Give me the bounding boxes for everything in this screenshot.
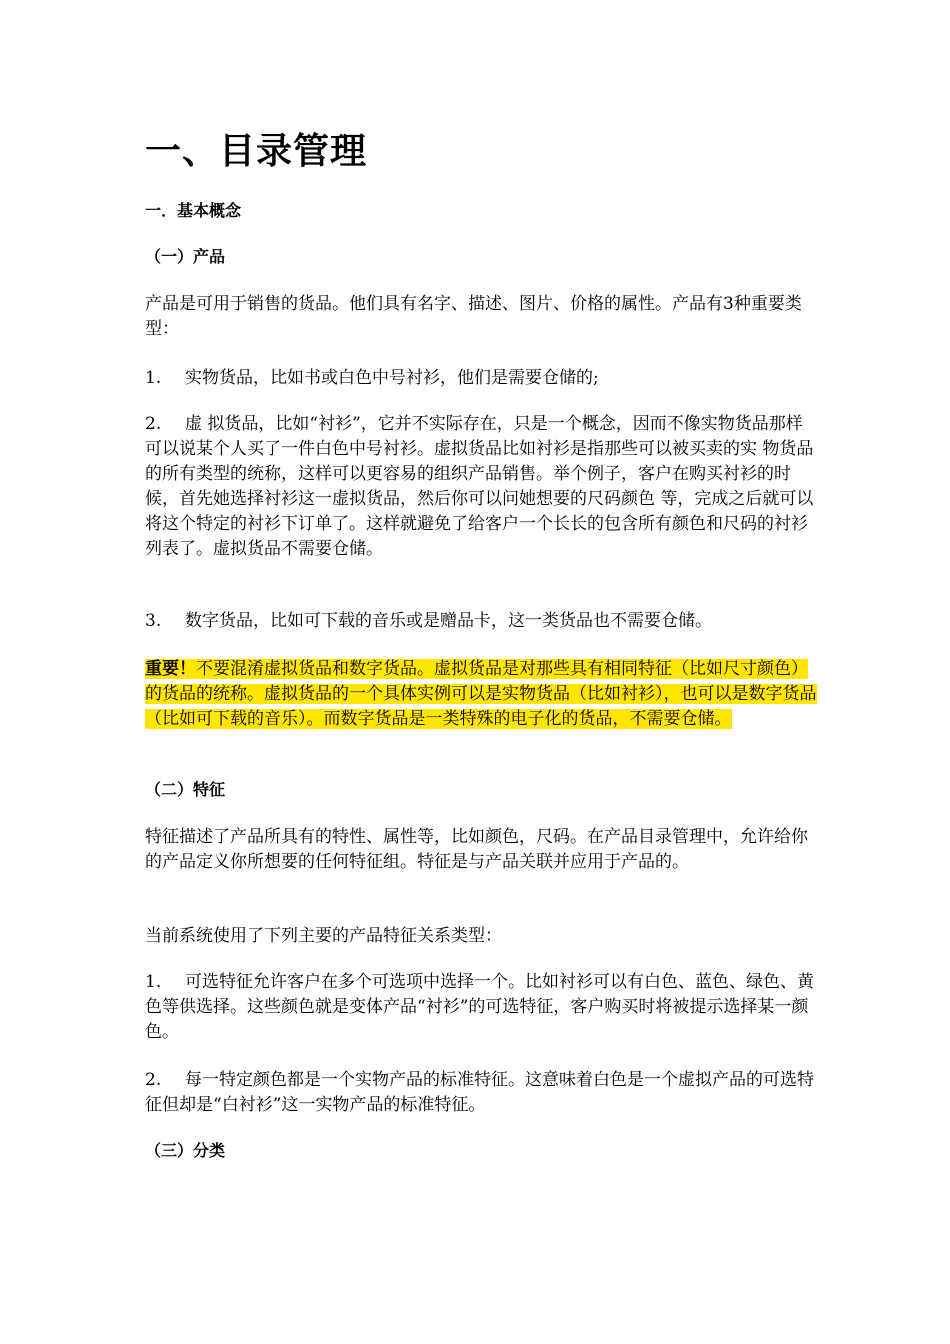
product-type-item-3 <box>145 609 817 634</box>
subsection-heading-features: （二）特征 <box>145 780 226 799</box>
list-text: 虚 拟货品，比如“衬衫”，它并不实际存在，只是一个概念，因而不像实物货品那样可以说某个人买了一件白色中号衬衫。虚拟货品比如衬衫是指那些可以被买卖的实 物货品的所有类型的统称，这样可以更容易的组织产品销售。举个例子，客户在购买衬衫的时候，首先她选择衬衫这一虚拟货品，然后你可以问她想要的尺码颜色 等，完成之后就可以将这个特定的衬衫下订单了。这样就避免了给客户一个长长的包含所有颜色和尺码的衬衫列表了。虚拟货品不需要仓储。 <box>145 414 814 559</box>
list-number: 2. <box>145 1070 162 1090</box>
list-text: 可选特征允许客户在多个可选项中选择一个。比如衬衫可以有白色、蓝色、绿色、黄色等供选择。这些颜色就是变体产品“衬衫”的可选特征，客户购买时将被提示选择某一颜色。 <box>145 972 814 1042</box>
important-label: 重要！ <box>145 659 196 679</box>
important-note-text: 不要混淆虚拟货品和数字货品。虚拟货品是对那些具有相同特征（比如尺寸颜色）的货品的统称。虚拟货品的一个具体实例可以是实物货品（比如衬衫），也可以是数字货品（比如可下载的音乐）。而数字货品是一类特殊的电子化的货品，不需要仓储。 <box>145 659 817 729</box>
list-text: 数字货品，比如可下载的音乐或是赠品卡，这一类货品也不需要仓储。 <box>185 611 712 631</box>
product-type-item-1 <box>145 366 817 391</box>
feature-type-item-1 <box>145 970 817 1045</box>
features-intro-paragraph-2: 当前系统使用了下列主要的产品特征关系类型： <box>145 926 502 946</box>
section-heading-basic-concepts: 一．基本概念 <box>145 201 242 220</box>
list-number: 3. <box>145 611 162 631</box>
subsection-heading-products: （一）产品 <box>145 247 226 266</box>
feature-type-item-2 <box>145 1068 817 1118</box>
products-intro-paragraph: 产品是可用于销售的货品。他们具有名字、描述、图片、价格的属性。产品有3种重要类型： <box>145 294 802 339</box>
list-text: 实物货品，比如书或白色中号衬衫，他们是需要仓储的; <box>185 368 599 388</box>
product-type-item-2 <box>145 412 817 562</box>
list-number: 1. <box>145 972 162 992</box>
subsection-heading-categories: （三）分类 <box>145 1141 226 1160</box>
list-number: 1. <box>145 368 162 388</box>
list-text: 每一特定颜色都是一个实物产品的标准特征。这意味着白色是一个虚拟产品的可选特征但却是“白衬衫”这一实物产品的标准特征。 <box>145 1070 814 1115</box>
features-intro-paragraph: 特征描述了产品所具有的特性、属性等，比如颜色，尺码。在产品目录管理中，允许给你的产品定义你所想要的任何特征组。特征是与产品关联并应用于产品的。 <box>145 827 808 872</box>
important-note <box>145 657 817 732</box>
page-title: 一、目录管理 <box>145 131 368 172</box>
list-number: 2. <box>145 414 162 434</box>
